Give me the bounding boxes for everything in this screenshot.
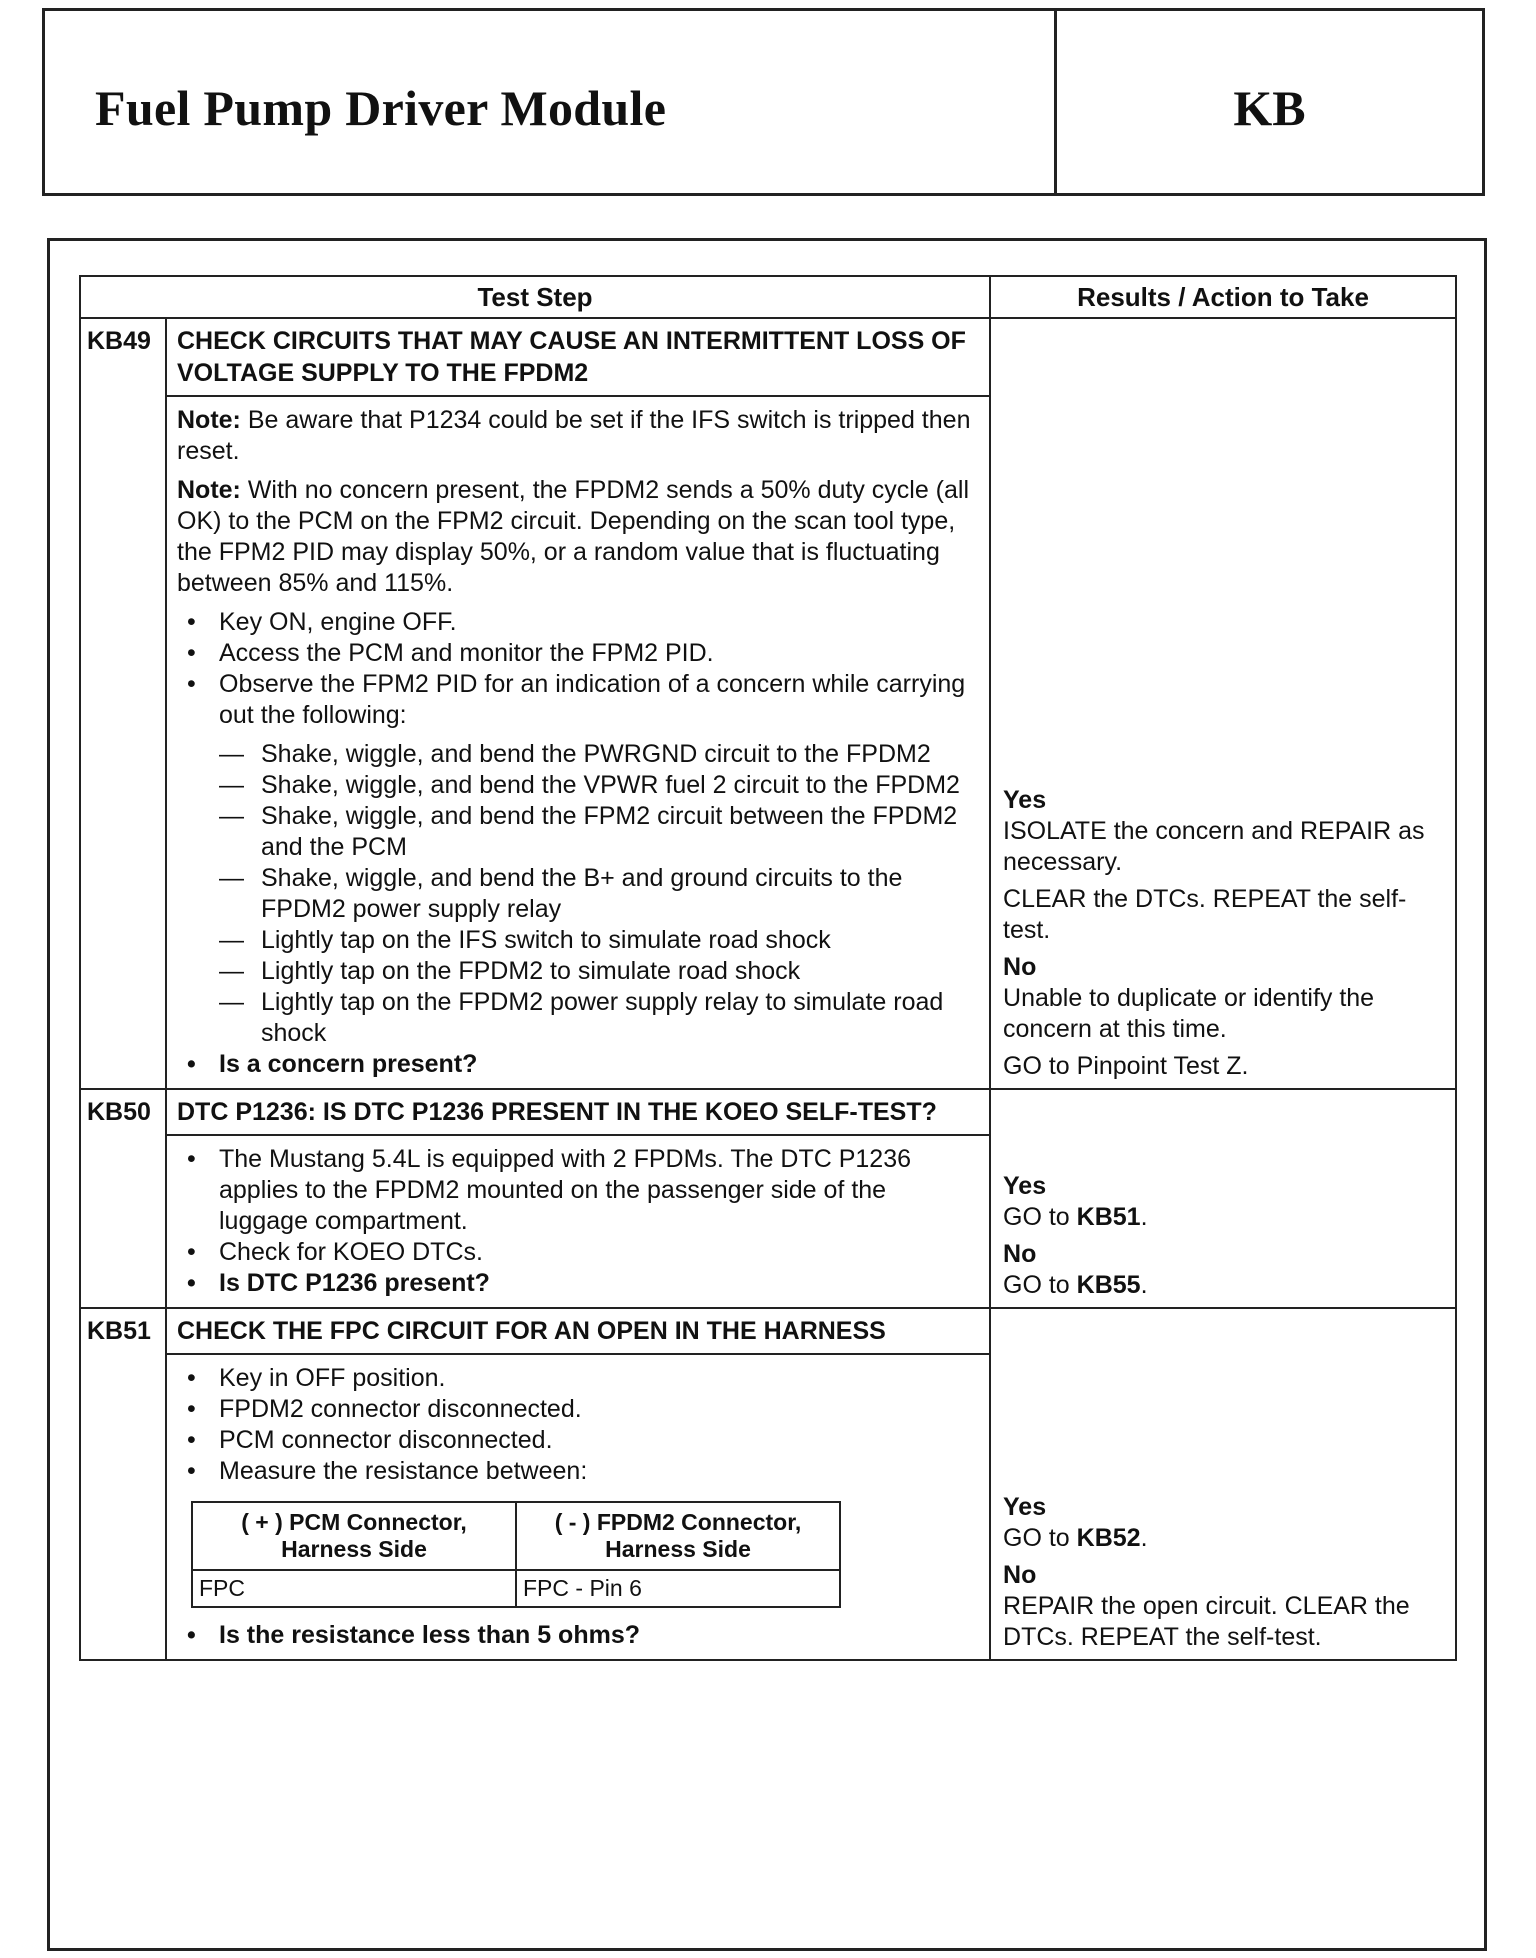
goto-text: GO to bbox=[1003, 1271, 1077, 1299]
note-label: Note: bbox=[177, 406, 241, 434]
list-item: — Lightly tap on the IFS switch to simulate road shock bbox=[219, 925, 979, 956]
step-id-spacer bbox=[80, 1354, 166, 1660]
table-header-row bbox=[80, 276, 1456, 318]
list-item: • Key ON, engine OFF. bbox=[177, 607, 979, 638]
step-body bbox=[166, 396, 990, 1089]
list-item: • The Mustang 5.4L is equipped with 2 FPDMs. The DTC P1236 applies to the FPDM2 mounted on the passenger side of the luggage compartment. bbox=[177, 1144, 979, 1237]
step-id: KB51 bbox=[80, 1308, 166, 1354]
list-item: • Key in OFF position. bbox=[177, 1363, 979, 1394]
no-label: No bbox=[1003, 1561, 1037, 1589]
list-item-text: Observe the FPM2 PID for an indication of a concern while carrying out the following: bbox=[219, 670, 966, 729]
step-body bbox=[166, 1135, 990, 1308]
list-item: • Check for KOEO DTCs. bbox=[177, 1237, 979, 1268]
step-id: KB50 bbox=[80, 1089, 166, 1135]
note bbox=[177, 475, 979, 599]
no-label: No bbox=[1003, 1240, 1037, 1268]
note-text: Be aware that P1234 could be set if the IFS switch is tripped then reset. bbox=[177, 406, 971, 465]
step-id-spacer bbox=[80, 1135, 166, 1308]
list-item bbox=[177, 669, 979, 1049]
step-bullets bbox=[177, 607, 979, 1080]
step-title: CHECK THE FPC CIRCUIT FOR AN OPEN IN THE HARNESS bbox=[166, 1308, 990, 1354]
yes-action: CLEAR the DTCs. REPEAT the self-test. bbox=[1003, 885, 1407, 944]
list-item: • Access the PCM and monitor the FPM2 PID. bbox=[177, 638, 979, 669]
measurement-header-row bbox=[192, 1502, 840, 1570]
no-label: No bbox=[1003, 953, 1037, 981]
no-action: Unable to duplicate or identify the concern at this time. bbox=[1003, 984, 1375, 1043]
yes-action: GO to KB52. bbox=[1003, 1524, 1148, 1552]
step-result bbox=[990, 1089, 1456, 1308]
no-action: GO to KB55. bbox=[1003, 1271, 1148, 1299]
step-question: • Is the resistance less than 5 ohms? bbox=[177, 1620, 979, 1651]
note-label: Note: bbox=[177, 476, 241, 504]
step-kb49-title-row bbox=[80, 318, 1456, 396]
note-text: With no concern present, the FPDM2 sends a 50% duty cycle (all OK) to the PCM on the FPM2 circuit. Depending on the scan tool type, the FPM2 PID may display 50%, or a random value that is fluctuating between 85% and 115%. bbox=[177, 476, 970, 597]
yes-label: Yes bbox=[1003, 1172, 1047, 1200]
goto-target: KB51 bbox=[1076, 1203, 1141, 1231]
step-body bbox=[166, 1354, 990, 1660]
step-bullets bbox=[177, 1144, 979, 1299]
sub-steps bbox=[219, 739, 979, 1049]
step-question: • Is a concern present? bbox=[177, 1049, 979, 1080]
goto-target: KB55 bbox=[1076, 1271, 1141, 1299]
page-header bbox=[42, 8, 1485, 196]
list-item: — Shake, wiggle, and bend the B+ and ground circuits to the FPDM2 power supply relay bbox=[219, 863, 979, 925]
yes-label: Yes bbox=[1003, 786, 1047, 814]
test-step-header: Test Step bbox=[80, 276, 990, 318]
yes-action: GO to KB51. bbox=[1003, 1203, 1148, 1231]
negative-connector-header: ( - ) FPDM2 Connector, Harness Side bbox=[516, 1502, 840, 1570]
note bbox=[177, 405, 979, 467]
step-bullets bbox=[177, 1363, 979, 1487]
step-title: DTC P1236: IS DTC P1236 PRESENT IN THE KOEO SELF-TEST? bbox=[166, 1089, 990, 1135]
step-result bbox=[990, 318, 1456, 1089]
section-code: KB bbox=[1233, 80, 1306, 136]
list-item: • FPDM2 connector disconnected. bbox=[177, 1394, 979, 1425]
no-action: REPAIR the open circuit. CLEAR the DTCs. REPEAT the self-test. bbox=[1003, 1592, 1410, 1651]
step-kb51-title-row bbox=[80, 1308, 1456, 1354]
list-item: • Measure the resistance between: bbox=[177, 1456, 979, 1487]
positive-connector-header: ( + ) PCM Connector, Harness Side bbox=[192, 1502, 516, 1570]
yes-action: ISOLATE the concern and REPAIR as necessary. bbox=[1003, 817, 1425, 876]
step-id-spacer bbox=[80, 396, 166, 1089]
results-header: Results / Action to Take bbox=[990, 276, 1456, 318]
list-item: — Shake, wiggle, and bend the VPWR fuel 2 circuit to the FPDM2 bbox=[219, 770, 979, 801]
positive-pin: FPC bbox=[192, 1570, 516, 1607]
list-item: — Shake, wiggle, and bend the PWRGND circuit to the FPDM2 bbox=[219, 739, 979, 770]
yes-label: Yes bbox=[1003, 1493, 1047, 1521]
goto-text: GO to bbox=[1003, 1203, 1077, 1231]
goto-text: GO to bbox=[1003, 1524, 1077, 1552]
step-result bbox=[990, 1308, 1456, 1660]
step-id: KB49 bbox=[80, 318, 166, 396]
goto-target: KB52 bbox=[1076, 1524, 1141, 1552]
table-row bbox=[192, 1570, 840, 1607]
test-step-table bbox=[79, 275, 1457, 1661]
list-item: — Lightly tap on the FPDM2 power supply relay to simulate road shock bbox=[219, 987, 979, 1049]
no-action: GO to Pinpoint Test Z. bbox=[1003, 1052, 1249, 1080]
list-item: — Lightly tap on the FPDM2 to simulate road shock bbox=[219, 956, 979, 987]
list-item: — Shake, wiggle, and bend the FPM2 circuit between the FPDM2 and the PCM bbox=[219, 801, 979, 863]
step-bullets bbox=[177, 1620, 979, 1651]
measurement-table bbox=[191, 1501, 841, 1608]
list-item: • PCM connector disconnected. bbox=[177, 1425, 979, 1456]
step-kb50-title-row bbox=[80, 1089, 1456, 1135]
page-title: Fuel Pump Driver Module bbox=[95, 80, 667, 136]
negative-pin: FPC - Pin 6 bbox=[516, 1570, 840, 1607]
step-title: CHECK CIRCUITS THAT MAY CAUSE AN INTERMITTENT LOSS OF VOLTAGE SUPPLY TO THE FPDM2 bbox=[166, 318, 990, 396]
step-question: • Is DTC P1236 present? bbox=[177, 1268, 979, 1299]
